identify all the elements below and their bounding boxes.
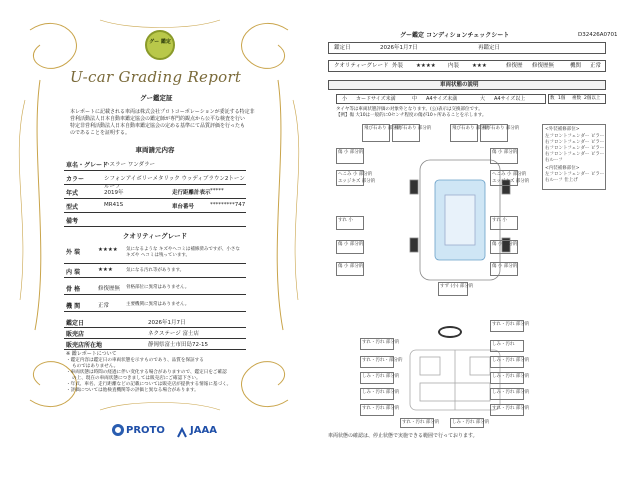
damage-label: 飛び石あり 部分的 xyxy=(394,126,432,131)
quality-desc: 骨格部位に異常はありません。 xyxy=(126,285,190,290)
size-2: 中 xyxy=(412,96,418,102)
grade-k-0: 外装 xyxy=(392,63,404,69)
explain-header: 車両状態の説明 xyxy=(440,82,479,88)
repair-note: 右フロントフェンダー ピラー xyxy=(545,140,605,145)
interior-label: すれ・汚れ 部分的 xyxy=(362,406,400,411)
row-label: 鑑定日 xyxy=(66,320,85,327)
quality-engine xyxy=(64,297,246,312)
size-3: A4サイズ未満 xyxy=(426,96,458,102)
damage-label: エッジキズ 部分的 xyxy=(338,179,376,184)
date-value: 2026年1月7日 xyxy=(380,45,418,51)
quality-stars: 正常 xyxy=(98,303,110,309)
count-1: 1個 xyxy=(558,96,566,101)
row-label: 備考 xyxy=(66,218,79,225)
interior-label: すれ・汚れ 部分的 xyxy=(492,406,530,411)
quality-desc: 気になるような キズやヘコミは補修済みですが、小さなキズや ヘコミは残っています。 xyxy=(126,247,240,258)
grade-label: クオリティーグレード xyxy=(334,63,389,69)
grading-certificate xyxy=(0,0,318,480)
interior-label: しみ・汚れ 部分的 xyxy=(362,374,400,379)
damage-label: へこみ 小 部分的 xyxy=(492,172,527,177)
grade-v-2: 修復歴無 xyxy=(532,63,555,69)
count-0: 数 xyxy=(550,96,555,101)
row-notes xyxy=(64,212,246,227)
size-1: カードサイズ未満 xyxy=(356,96,396,102)
goo-badge xyxy=(145,30,175,60)
damage-label: 傷 小 部分的 xyxy=(492,242,518,247)
damage-label: へこみ 小 部分的 xyxy=(338,172,373,177)
grade-k-2: 修復歴 xyxy=(506,63,523,69)
note-line-3: ・車両状態は時間の経過に伴い変化する場合がありますので、鑑定日をご確認 xyxy=(66,370,227,375)
row-label: 販売店 xyxy=(66,331,85,338)
row-value: 2019年 xyxy=(104,190,124,196)
repair-notes-title: <外装補修部位> xyxy=(545,127,580,132)
quality-label: 内 装 xyxy=(66,269,81,276)
next-date-label: 再鑑定日 xyxy=(478,45,501,51)
grade-v-0: ★★★★ xyxy=(416,63,436,69)
quality-desc: 気になる汚れ等があります。 xyxy=(126,268,185,273)
proto-logo-icon xyxy=(112,424,124,436)
grade-k-1: 内装 xyxy=(448,63,460,69)
intro-line-2: 営利活動法人日本自動車鑑定協会の鑑定師が専門的観点から公平な検査を行い xyxy=(70,116,246,122)
intro-line-4: のであることを証明する。 xyxy=(70,130,131,136)
row-value: 2026年1月7日 xyxy=(148,320,186,326)
quality-header: クオリティーグレード xyxy=(122,232,188,240)
interior-label: しみ・汚れ 部分的 xyxy=(492,374,530,379)
interior-label: しみ・汚れ 部分的 xyxy=(452,420,490,425)
grade-v-1: ★★★ xyxy=(472,63,487,69)
damage-label: 傷 小 部分的 xyxy=(492,264,518,269)
quality-stars: ★★★ xyxy=(98,267,113,273)
count-3: 2個以上 xyxy=(584,96,601,101)
damage-label: エッジキズ 部分的 xyxy=(492,179,530,184)
legend-line-1: タイヤ等は車両状態評価の対象外となります。(公)表示は交換部位です。 xyxy=(336,107,483,112)
row-year xyxy=(64,184,246,199)
note-line-5: ・年式、車名、走行距離などの記載については販売店が提供する情報に基づく。 xyxy=(66,382,232,387)
repair-note: 左フロントフェンダー ピラー xyxy=(545,172,605,177)
quality-desc: 主要機関に異常はありません。 xyxy=(126,302,190,307)
report-title: U-car Grading Report xyxy=(70,68,242,86)
proto-logo: PROTO xyxy=(126,425,165,436)
repair-note: <内装補修部位> xyxy=(545,166,580,171)
interior-label: しみ・汚れ 部分的 xyxy=(492,358,530,363)
damage-label: 傷 小 部分的 xyxy=(492,150,518,155)
repair-note: 右ルーフ 仕上げ xyxy=(545,178,578,183)
vehicle-header: 車両請元内容 xyxy=(135,146,175,154)
row-label: 車名・グレード xyxy=(66,162,109,169)
damage-label: 傷 小 部分的 xyxy=(338,264,364,269)
quality-interior xyxy=(64,263,246,278)
quality-label: 骨 格 xyxy=(66,286,81,293)
row-label: 型式 xyxy=(66,204,79,211)
address-row xyxy=(64,338,246,350)
interior-label: すれ・汚れ 部分的 xyxy=(362,340,400,345)
row-value-2: *********747 xyxy=(210,202,246,208)
damage-label: すれ 小 xyxy=(492,218,507,223)
jaaa-logo-icon xyxy=(176,424,188,436)
note-line-6: ・評価については他検査機関等の評価と異なる場合があります。 xyxy=(66,388,199,393)
repair-note: 右フロントフェンダー ピラー xyxy=(545,152,605,157)
quality-label: 外 装 xyxy=(66,249,81,256)
sheet-title: グー鑑定 コンディションチェックシート xyxy=(400,32,510,39)
note-line-1: ・鑑定内容は鑑定日の車両状態を示すものであり、品質を保証する xyxy=(66,358,204,363)
note-line-4: の上、現在の車両状態につきましては販売店にご確認下さい。 xyxy=(72,376,201,381)
interior-label: すれ・汚れ・部分的 xyxy=(362,358,403,363)
interior-label: しみ・汚れ xyxy=(492,342,515,347)
row-label: 販売店所在地 xyxy=(66,342,103,349)
row-model xyxy=(64,198,246,213)
sheet-id: D32426A0701 xyxy=(578,32,618,38)
date-label: 鑑定日 xyxy=(334,45,351,51)
row-value: シフォンアイボリーメタリック ウッディブラウン2トーンルーフ xyxy=(104,176,245,190)
damage-label: 傷 小 部分的 xyxy=(338,242,364,247)
repair-note: 右ルーフ xyxy=(545,158,563,163)
quality-exterior xyxy=(64,243,246,264)
note-line-2: ものではありません。 xyxy=(72,364,119,369)
sheet-footer: 車両状態の確認は、停止状態で実施できる範囲で行っております。 xyxy=(328,433,478,439)
interior-label: すれ・汚れ 部分的 xyxy=(402,420,440,425)
row-label-2: 車台番号 xyxy=(172,204,195,210)
notes-title: ※ 鑑レポートについて xyxy=(66,351,117,357)
size-5: A4サイズ以上 xyxy=(494,96,526,102)
steering-wheel-icon xyxy=(438,326,462,338)
repair-note: 左フロントフェンダー ピラー xyxy=(545,134,605,139)
date-table xyxy=(328,42,606,54)
damage-label: 飛び石あり 部分的 xyxy=(482,126,520,131)
grade-k-3: 機関 xyxy=(570,63,582,69)
quality-stars: ★★★★ xyxy=(98,247,118,253)
row-color xyxy=(64,170,246,190)
damage-label: 飛び石あり 部分的 xyxy=(364,126,402,131)
quality-stars: 修復歴無 xyxy=(98,286,121,292)
damage-label: すれ 小 xyxy=(338,218,353,223)
row-value: ハスラー ワンダラー xyxy=(104,162,156,168)
row-name xyxy=(64,156,246,171)
count-2: 複数 xyxy=(572,96,581,101)
row-value: ネクステージ 富士店 xyxy=(148,331,199,337)
interior-label: しみ・汚れ 部分的 xyxy=(362,390,400,395)
intro-line-1: 本レポートに記載される車両は株式会社プロトコーポレーションが委託する特定非 xyxy=(70,109,255,115)
goo-badge-text: グー 鑑定 xyxy=(149,39,171,45)
row-label: 年式 xyxy=(66,190,79,197)
jaaa-logo: JAAA xyxy=(190,425,217,436)
row-label-2: 走行距離計表示 xyxy=(172,190,211,196)
repair-note: 右フロントフェンダー ピラー xyxy=(545,146,605,151)
row-value-2: ***** xyxy=(210,188,224,194)
size-4: 大 xyxy=(480,96,486,102)
grade-v-3: 正常 xyxy=(590,63,602,69)
damage-label: すず (小) 部分的 xyxy=(440,284,474,289)
row-value: MR41S xyxy=(104,202,124,208)
row-label: カラー xyxy=(66,176,85,183)
report-subtitle: グー鑑定証 xyxy=(140,94,173,102)
intro-line-3: 特定非営利活動法人日本自動車鑑定協会の定める基準にて品質評価を行ったも xyxy=(70,123,246,129)
size-0: 小 xyxy=(342,96,348,102)
row-value: 静岡県富士市田島72-15 xyxy=(148,342,208,348)
damage-label: 傷 小 部分的 xyxy=(338,150,364,155)
interior-label: すれ・汚れ 部分的 xyxy=(492,322,530,327)
legend-line-2: 【例】傷 大10は一般的に0センチ程度の傷が10ヶ所あることを示します。 xyxy=(336,113,487,118)
quality-label: 機 関 xyxy=(66,303,81,310)
condition-check-sheet xyxy=(320,0,640,480)
quality-frame xyxy=(64,280,246,295)
interior-label: しみ・汚れ 部分的 xyxy=(492,390,530,395)
damage-label: 飛び石あり 部分的 xyxy=(452,126,490,131)
